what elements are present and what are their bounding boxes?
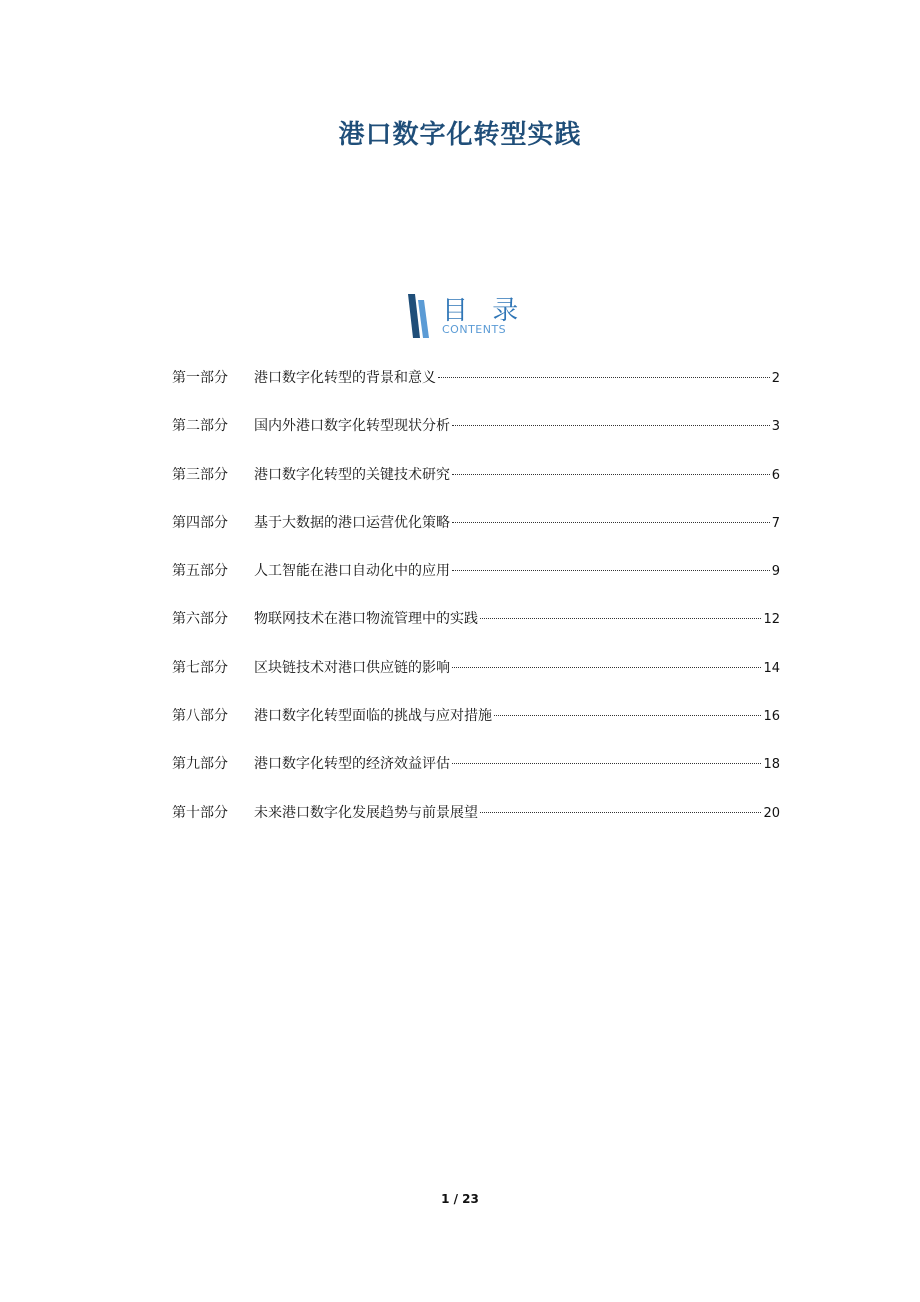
toc-entry-leader xyxy=(452,667,761,668)
toc-entry-leader xyxy=(452,474,770,475)
toc-entry-part: 第九部分 xyxy=(172,756,228,773)
toc-entry-page: 16 xyxy=(763,709,780,725)
page-indicator: 1 / 23 xyxy=(441,1192,479,1206)
toc-entry[interactable] xyxy=(172,799,780,847)
toc-heading: 目 录 xyxy=(442,296,527,326)
toc-entry-text: 物联网技术在港口物流管理中的实践 xyxy=(254,611,478,628)
toc-entry-text: 港口数字化转型的关键技术研究 xyxy=(254,466,450,483)
toc-entry-text: 港口数字化转型面临的挑战与应对措施 xyxy=(254,708,492,725)
toc-entry[interactable] xyxy=(172,557,780,605)
toc-entry-text: 区块链技术对港口供应链的影响 xyxy=(254,659,450,676)
toc-entry[interactable] xyxy=(172,605,780,653)
toc-entry-leader xyxy=(452,570,770,571)
toc-entry-page: 9 xyxy=(771,564,780,580)
toc-entry-page: 6 xyxy=(771,467,780,483)
toc-entry-page: 14 xyxy=(763,660,780,676)
toc-entry-page: 12 xyxy=(763,612,780,628)
toc-entry[interactable] xyxy=(172,364,780,412)
toc-entry[interactable] xyxy=(172,461,780,509)
toc-entry-text: 人工智能在港口自动化中的应用 xyxy=(254,563,450,580)
toc-entry-text: 国内外港口数字化转型现状分析 xyxy=(254,418,450,435)
toc-entry-page: 2 xyxy=(771,371,780,386)
toc-header xyxy=(406,292,526,340)
toc-entry-leader xyxy=(452,522,770,523)
toc-entry-page: 7 xyxy=(771,515,780,531)
toc-entry-leader xyxy=(438,377,770,378)
toc-subheading: CONTENTS xyxy=(442,323,507,336)
toc-entry-part: 第一部分 xyxy=(172,370,228,386)
toc-entry-leader xyxy=(480,618,761,619)
toc-entry[interactable] xyxy=(172,750,780,798)
document-title: 港口数字化转型实践 xyxy=(338,120,582,150)
toc-entry-leader xyxy=(480,812,761,813)
toc-entry-leader xyxy=(494,715,761,716)
toc-entry-part: 第二部分 xyxy=(172,418,228,435)
toc-entry-text: 港口数字化转型的背景和意义 xyxy=(254,370,436,386)
toc-entry-part: 第十部分 xyxy=(172,804,228,821)
toc-entry-part: 第三部分 xyxy=(172,466,228,483)
contents-bar-icon xyxy=(406,294,432,338)
toc-entry[interactable] xyxy=(172,702,780,750)
toc-entry-part: 第四部分 xyxy=(172,514,228,531)
toc-entry[interactable] xyxy=(172,654,780,702)
toc-entry-part: 第五部分 xyxy=(172,563,228,580)
toc-entry[interactable] xyxy=(172,509,780,557)
toc-entry-page: 3 xyxy=(771,419,780,435)
toc-entry-page: 18 xyxy=(763,757,780,773)
toc-entry[interactable] xyxy=(172,412,780,460)
toc-entry-text: 港口数字化转型的经济效益评估 xyxy=(254,756,450,773)
toc-entry-part: 第七部分 xyxy=(172,659,228,676)
toc-entry-text: 基于大数据的港口运营优化策略 xyxy=(254,514,450,531)
toc-list xyxy=(172,364,780,847)
toc-entry-leader xyxy=(452,425,770,426)
toc-entry-page: 20 xyxy=(763,805,780,821)
toc-entry-leader xyxy=(452,763,761,764)
toc-entry-text: 未来港口数字化发展趋势与前景展望 xyxy=(254,804,478,821)
toc-entry-part: 第六部分 xyxy=(172,611,228,628)
toc-entry-part: 第八部分 xyxy=(172,708,228,725)
